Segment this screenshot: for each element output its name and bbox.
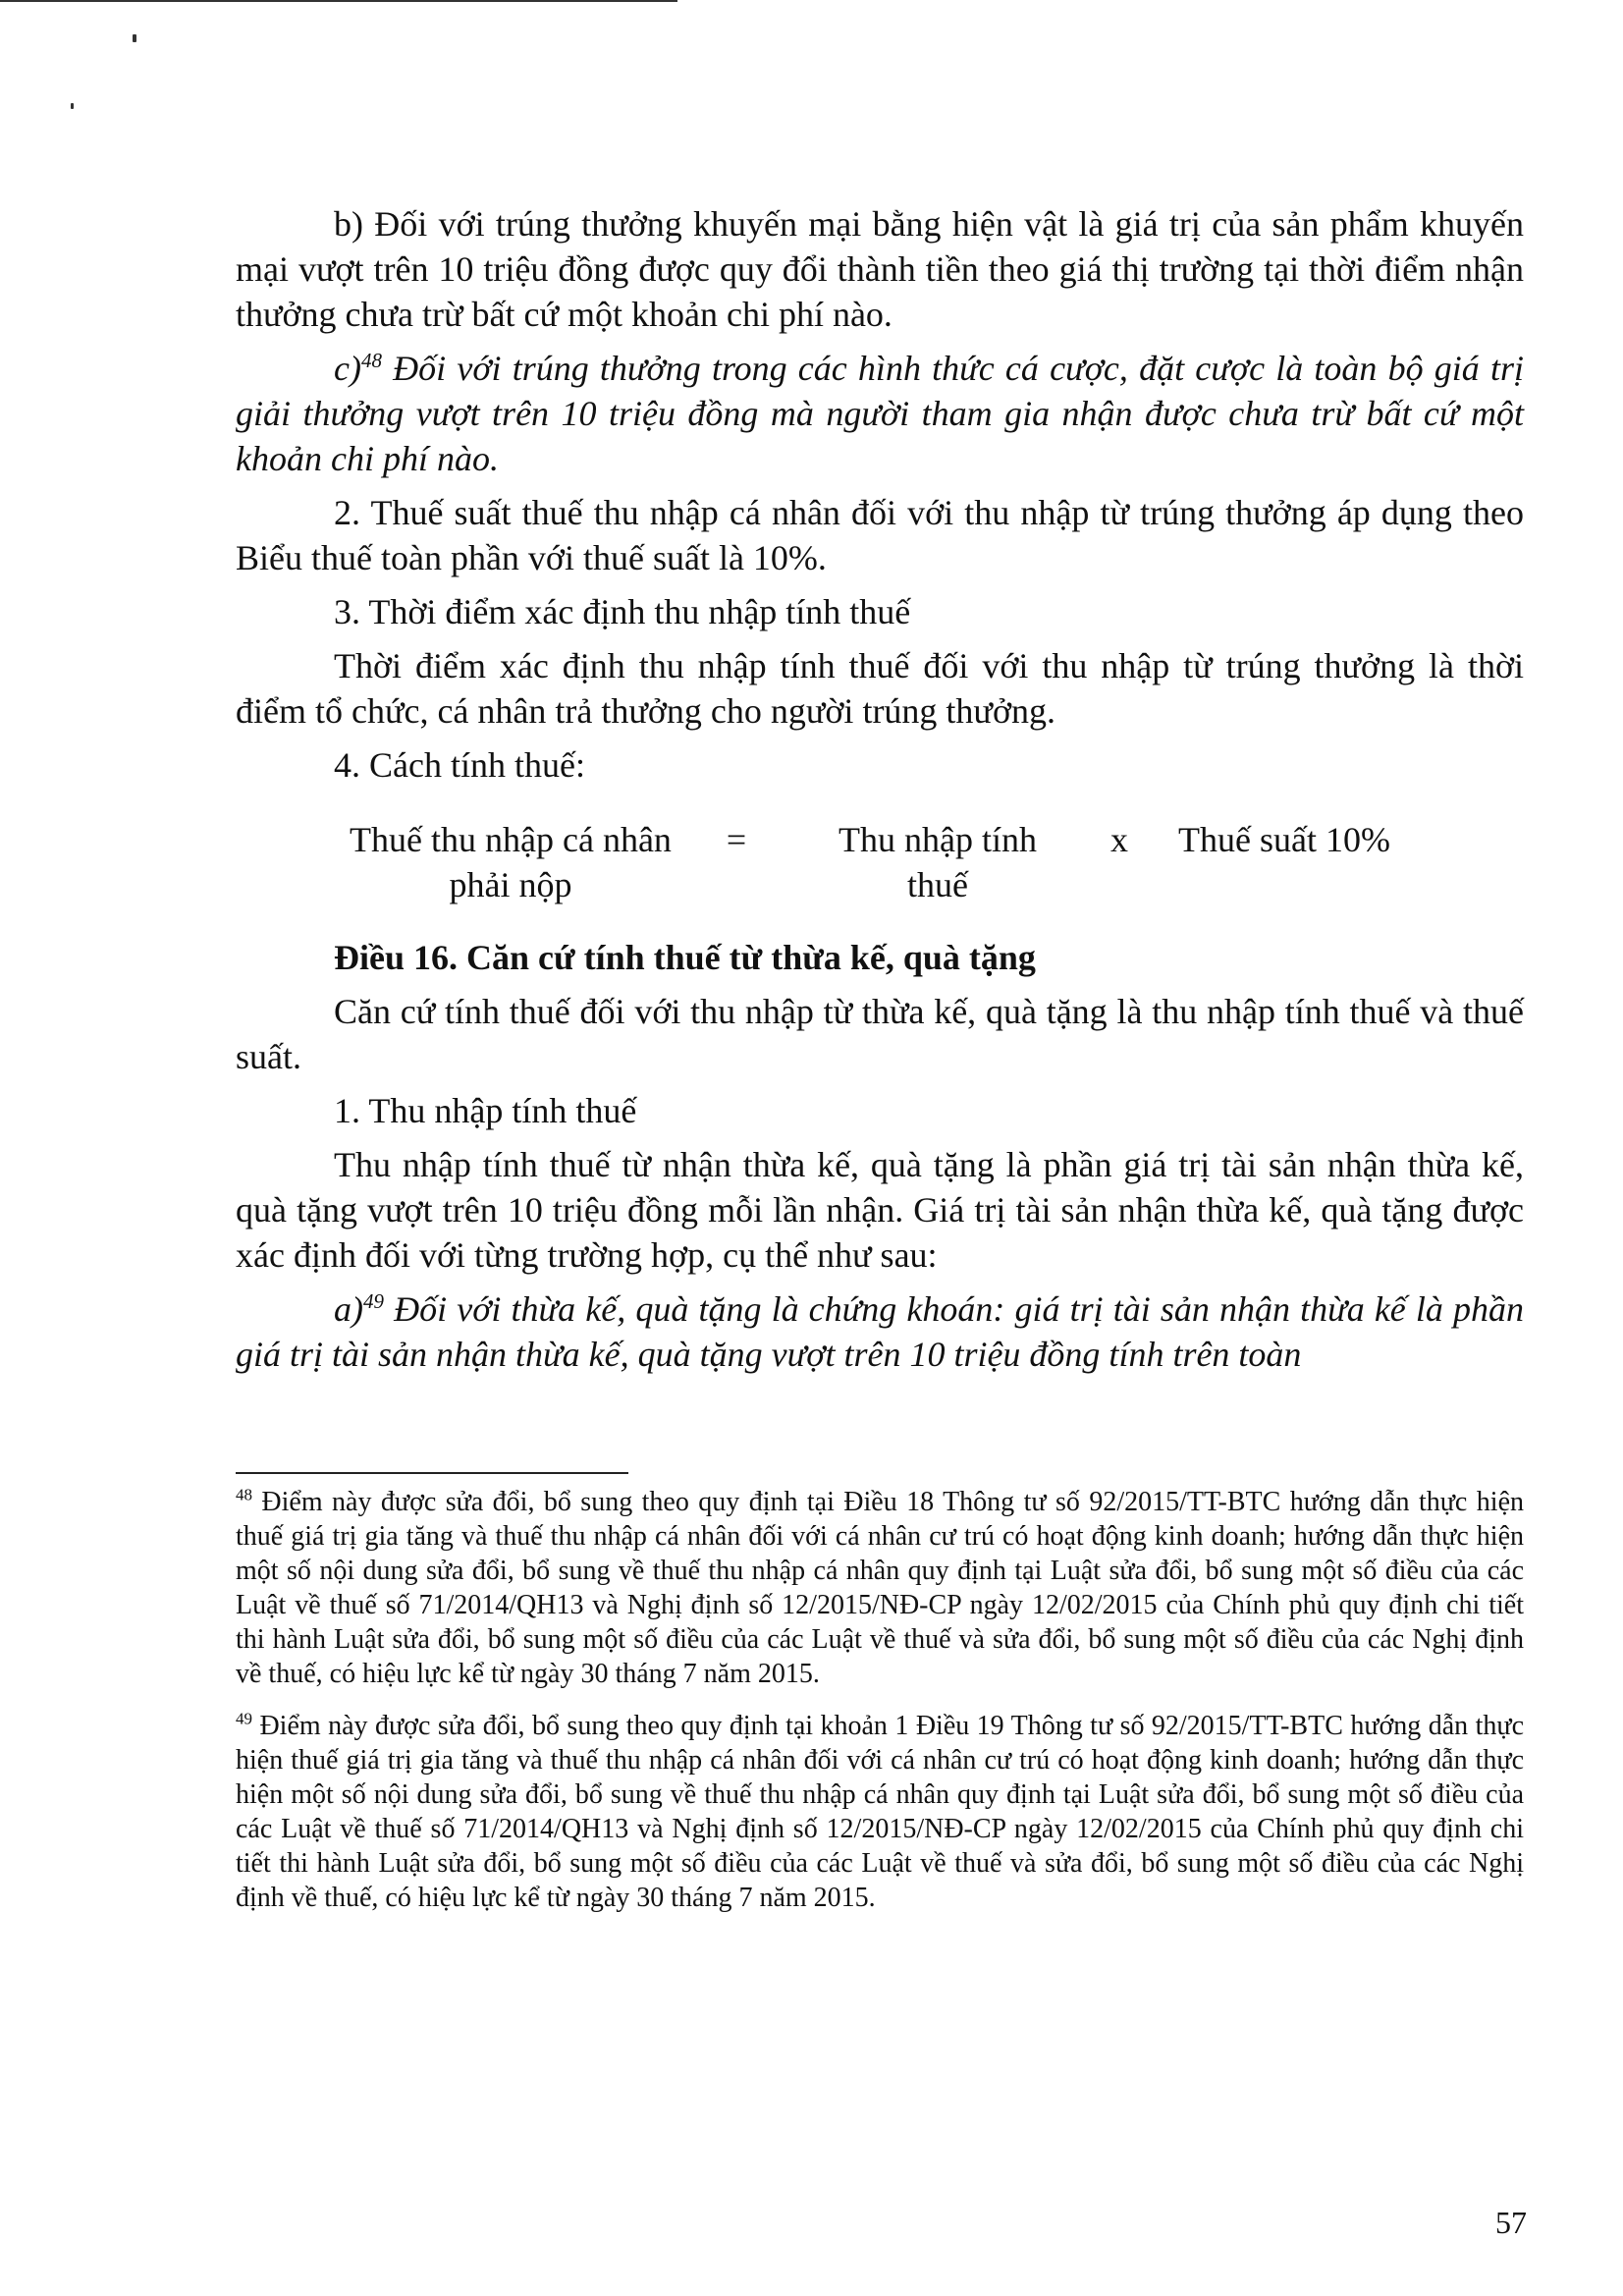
footnotes [236, 1485, 1524, 1933]
scan-speck [133, 34, 136, 42]
paragraph-a-text: Đối với thừa kế, quà tặng là chứng khoán: giá trị tài sản nhận thừa kế là phần giá trị tài sản nhận thừa kế, quà tặng vượt trên 10 triệu đồng tính trên toàn [236, 1289, 1524, 1374]
paragraph-a [236, 1286, 1524, 1377]
footnote-49 [236, 1709, 1524, 1915]
formula-times: x [1110, 820, 1128, 859]
formula-mid-line2: thuế [907, 865, 968, 904]
scan-speck [71, 103, 74, 109]
footnote-48-text: Điểm này được sửa đổi, bổ sung theo quy định tại Điều 18 Thông tư số 92/2015/TT-BTC hướng dẫn thực hiện thuế giá trị gia tăng và thuế thu nhập cá nhân đối với cá nhân cư trú có hoạt động kinh doanh; hướng dẫn thực hiện một số nội dung sửa đổi, bổ sung về thuế thu nhập cá nhân quy định tại Luật sửa đổi, bổ sung một số điều của các Luật về thuế số 71/2014/QH13 và Nghị định số 12/2015/NĐ-CP ngày 12/02/2015 của Chính phủ quy định chi tiết thi hành Luật sửa đổi, bổ sung một số điều của các Luật về thuế và sửa đổi, bổ sung một số điều của các Nghị định về thuế, có hiệu lực kể từ ngày 30 tháng 7 năm 2015. [236, 1487, 1524, 1689]
formula-equals: = [726, 820, 747, 859]
paragraph-3-text: Thời điểm xác định thu nhập tính thuế đối với thu nhập từ trúng thưởng là thời điểm tổ chức, cá nhân trả thưởng cho người trúng thưởng. [236, 646, 1524, 731]
formula-right: Thuế suất 10% [1178, 820, 1390, 859]
article-16-heading: Điều 16. Căn cứ tính thuế từ thừa kế, quà tặng [334, 938, 1036, 977]
footnote-49-number: 49 [236, 1709, 252, 1728]
footnote-48 [236, 1485, 1524, 1691]
formula-mid-line1: Thu nhập tính [839, 820, 1037, 859]
paragraph-4-title: 4. Cách tính thuế: [334, 745, 585, 785]
formula-left-line1: Thuế thu nhập cá nhân [350, 820, 672, 859]
formula-left-line2: phải nộp [449, 865, 572, 904]
paragraph-a-label: a) [334, 1289, 363, 1329]
formula-middle [810, 817, 1065, 907]
footnote-49-text: Điểm này được sửa đổi, bổ sung theo quy định tại khoản 1 Điều 19 Thông tư số 92/2015/TT-BTC hướng dẫn thực hiện thuế giá trị gia tăng và thuế thu nhập cá nhân đối với cá nhân cư trú có hoạt động kinh doanh; hướng dẫn thực hiện một số nội dung sửa đổi, bổ sung về thuế thu nhập cá nhân quy định tại Luật sửa đổi, bổ sung một số điều của các Luật về thuế số 71/2014/QH13 và Nghị định số 12/2015/NĐ-CP ngày 12/02/2015 của Chính phủ quy định chi tiết thi hành Luật sửa đổi, bổ sung một số điều của các Luật về thuế và sửa đổi, bổ sung một số điều của các Nghị định về thuế, có hiệu lực kể từ ngày 30 tháng 7 năm 2015. [236, 1711, 1524, 1913]
scan-top-edge-line [0, 0, 677, 2]
tax-formula [236, 817, 1524, 915]
paragraph-16: Căn cứ tính thuế đối với thu nhập từ thừa kế, quà tặng là thu nhập tính thuế và thuế suất. [236, 992, 1524, 1076]
paragraph-16-1-text: Thu nhập tính thuế từ nhận thừa kế, quà tặng là phần giá trị tài sản nhận thừa kế, quà tặng vượt trên 10 triệu đồng mỗi lần nhận. Giá trị tài sản nhận thừa kế, quà tặng được xác định đối với từng trường hợp, cụ thể như sau: [236, 1145, 1524, 1275]
paragraph-c [236, 346, 1524, 481]
footnote-ref-49[interactable]: 49 [363, 1289, 384, 1313]
formula-left [334, 817, 687, 907]
footnote-48-number: 48 [236, 1485, 252, 1504]
page-body [236, 201, 1524, 1386]
paragraph-c-label: c) [334, 349, 361, 388]
footnote-ref-48[interactable]: 48 [360, 349, 382, 372]
paragraph-3-title: 3. Thời điểm xác định thu nhập tính thuế [334, 592, 911, 631]
paragraph-2: 2. Thuế suất thuế thu nhập cá nhân đối với thu nhập từ trúng thưởng áp dụng theo Biểu thuế toàn phần với thuế suất là 10%. [236, 493, 1524, 577]
page-number: 57 [1495, 2205, 1527, 2240]
paragraph-c-text: Đối với trúng thưởng trong các hình thức cá cược, đặt cược là toàn bộ giá trị giải thưởng vượt trên 10 triệu đồng mà người tham gia nhận được chưa trừ bất cứ một khoản chi phí nào. [236, 349, 1524, 478]
footnote-separator [236, 1472, 628, 1474]
paragraph-16-1-title: 1. Thu nhập tính thuế [334, 1091, 637, 1130]
paragraph-b: b) Đối với trúng thưởng khuyến mại bằng hiện vật là giá trị của sản phẩm khuyến mại vượt trên 10 triệu đồng được quy đổi thành tiền theo giá thị trường tại thời điểm nhận thưởng chưa trừ bất cứ một khoản chi phí nào. [236, 204, 1524, 334]
